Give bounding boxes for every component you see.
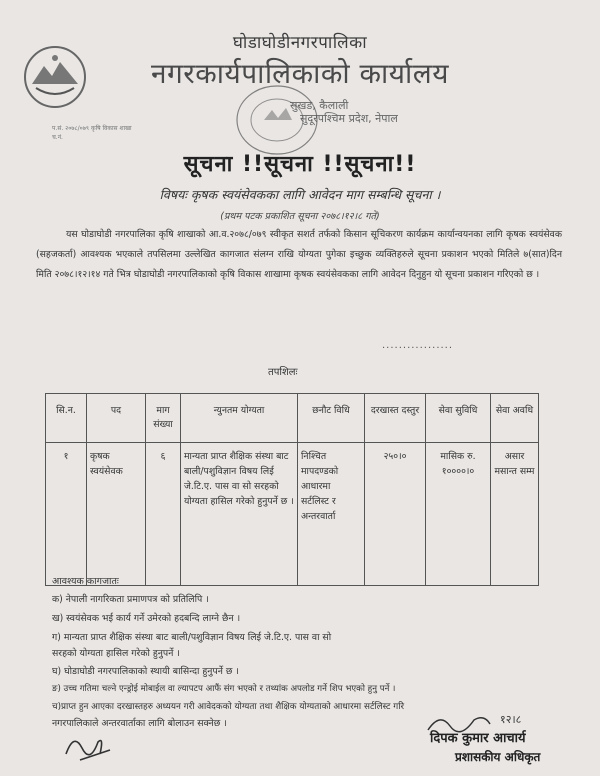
signer-name: दिपक कुमार आचार्य — [430, 731, 526, 746]
cell-post: कृषक स्वयंसेवक — [87, 443, 146, 586]
cell-count: ६ — [146, 443, 181, 586]
dispatch-number: च.नं. — [52, 134, 63, 141]
cell-qualification: मान्यता प्राप्त शैक्षिक संस्था बाट बाली/पशुविज्ञान विषय लिई जे.टि.ए. पास वा सो सरहको योग्यता हासिल गरेको हुनुपर्ने छ । — [181, 443, 298, 586]
signature-date: १२।८ — [500, 713, 522, 726]
initial-signature-icon — [60, 724, 120, 764]
address-line-1: सुखड, कैलाली — [290, 99, 349, 112]
col-header-facility: सेवा सुविधि — [426, 394, 491, 443]
reference-block — [52, 124, 132, 142]
notice-subject: विषयः कृषक स्वयंसेवकका लागि आवेदन माग सम्बन्धि सूचना । — [159, 187, 441, 202]
office-name: नगरकार्यपालिकाको कार्यालय — [150, 57, 450, 90]
requirement-item: क) नेपाली नागरिकता प्रमाणपत्र को प्रतिलिपि । — [52, 594, 209, 605]
dotted-separator: ................. — [382, 340, 454, 351]
col-header-post: पद — [87, 394, 146, 443]
col-header-selection: छनौट विधि — [298, 394, 365, 443]
col-header-sn: सि.न. — [46, 394, 87, 443]
letter-number: प.सं. २०७८/०७९ कृषि विकास शाखा — [52, 125, 132, 132]
col-header-duration: सेवा अवधि — [491, 394, 539, 443]
details-heading: तपशिलः — [268, 367, 298, 378]
notice-body: यस घोडाघोडी नगरपालिका कृषि शाखाको आ.व.२०७८/०७९ स्वीकृत सशर्त तर्फको किसान सूचिकरण कार्यक्रम कार्यान्वयनका लागि कृषक स्वयंसेवक (सहजकर्ता) आवश्यक भएकाले तपसिलमा उल्लेखित कागजात संलग्न राखि योग्यता पुगेका इच्छुक व्यक्तिहरुले सूचना प्रकाशन भएको मितिले ७(सात)दिन मिति २०७८।१२।१४ गते भित्र घोडाघोडी नगरपालिकाको कृषि विकास शाखामा कृषक स्वयंसेवकका लागि आवेदन दिनुहुन यो सूचना प्रकाशन गरिएको छ । — [36, 229, 562, 280]
cell-selection: निश्चित मापदण्डको आधारमा सर्टलिस्ट र अन्तरवार्ता — [298, 443, 365, 586]
cell-fee: २५०।० — [365, 443, 426, 586]
col-header-count: माग संख्या — [146, 394, 181, 443]
requirement-item: घ) घोडाघोडी नगरपालिकाको स्थायी बासिन्दा हुनुपर्ने छ । — [52, 666, 239, 677]
municipality-name: घोडाघोडीनगरपालिका — [232, 33, 368, 53]
cell-facility: मासिक रु. १००००।० — [426, 443, 491, 586]
address-line-2: सुदूरपश्चिम प्रदेश, नेपाल — [300, 112, 398, 125]
cell-sn: १ — [46, 443, 87, 586]
requirement-item: सरहको योग्यता हासिल गरेको हुनुपर्ने । — [52, 648, 180, 659]
requirement-item: ग) मान्यता प्राप्त शैक्षिक संस्था बाट बाली/पशुविज्ञान विषय लिई जे.टि.ए. पास वा सो — [52, 632, 332, 643]
col-header-qualification: न्युनतम योग्यता — [181, 394, 298, 443]
requirement-item: नगरपालिकाले अन्तरवार्ताका लागि बोलाउन सक्नेछ । — [52, 718, 227, 729]
vacancy-table — [45, 393, 539, 586]
table-row — [46, 443, 539, 586]
table-header-row — [46, 394, 539, 443]
requirement-item: च)प्राप्त हुन आएका दरखास्तहरु अध्ययन गरी आवेदकको योग्यता तथा शैक्षिक योग्यताको आधारमा सर्टलिस्ट गरि — [52, 702, 405, 712]
requirement-item: ख) स्वयंसेवक भई कार्य गर्ने उमेरको हदबन्दि लाग्ने छैन । — [52, 613, 241, 624]
signer-title: प्रशासकीय अधिकृत — [455, 750, 541, 764]
cell-duration: असार मसान्त सम्म — [491, 443, 539, 586]
notice-title: सूचना !!सूचना !!सूचना!! — [183, 152, 417, 177]
requirement-item: ङ) उच्च गतिमा चल्ने एन्ड्रोई मोबाईल वा ल्यापटप आफैं संग भएको र तथ्यांक अपलोड गर्ने शिप भएको हुनु पर्ने । — [52, 684, 396, 694]
col-header-fee: दरखास्त दस्तुर — [365, 394, 426, 443]
requirements-heading: आवश्यक कागजातः — [52, 576, 119, 587]
first-publication-note: (प्रथम पटक प्रकाशित सूचना २०७८।१२।८ गते) — [220, 211, 380, 222]
